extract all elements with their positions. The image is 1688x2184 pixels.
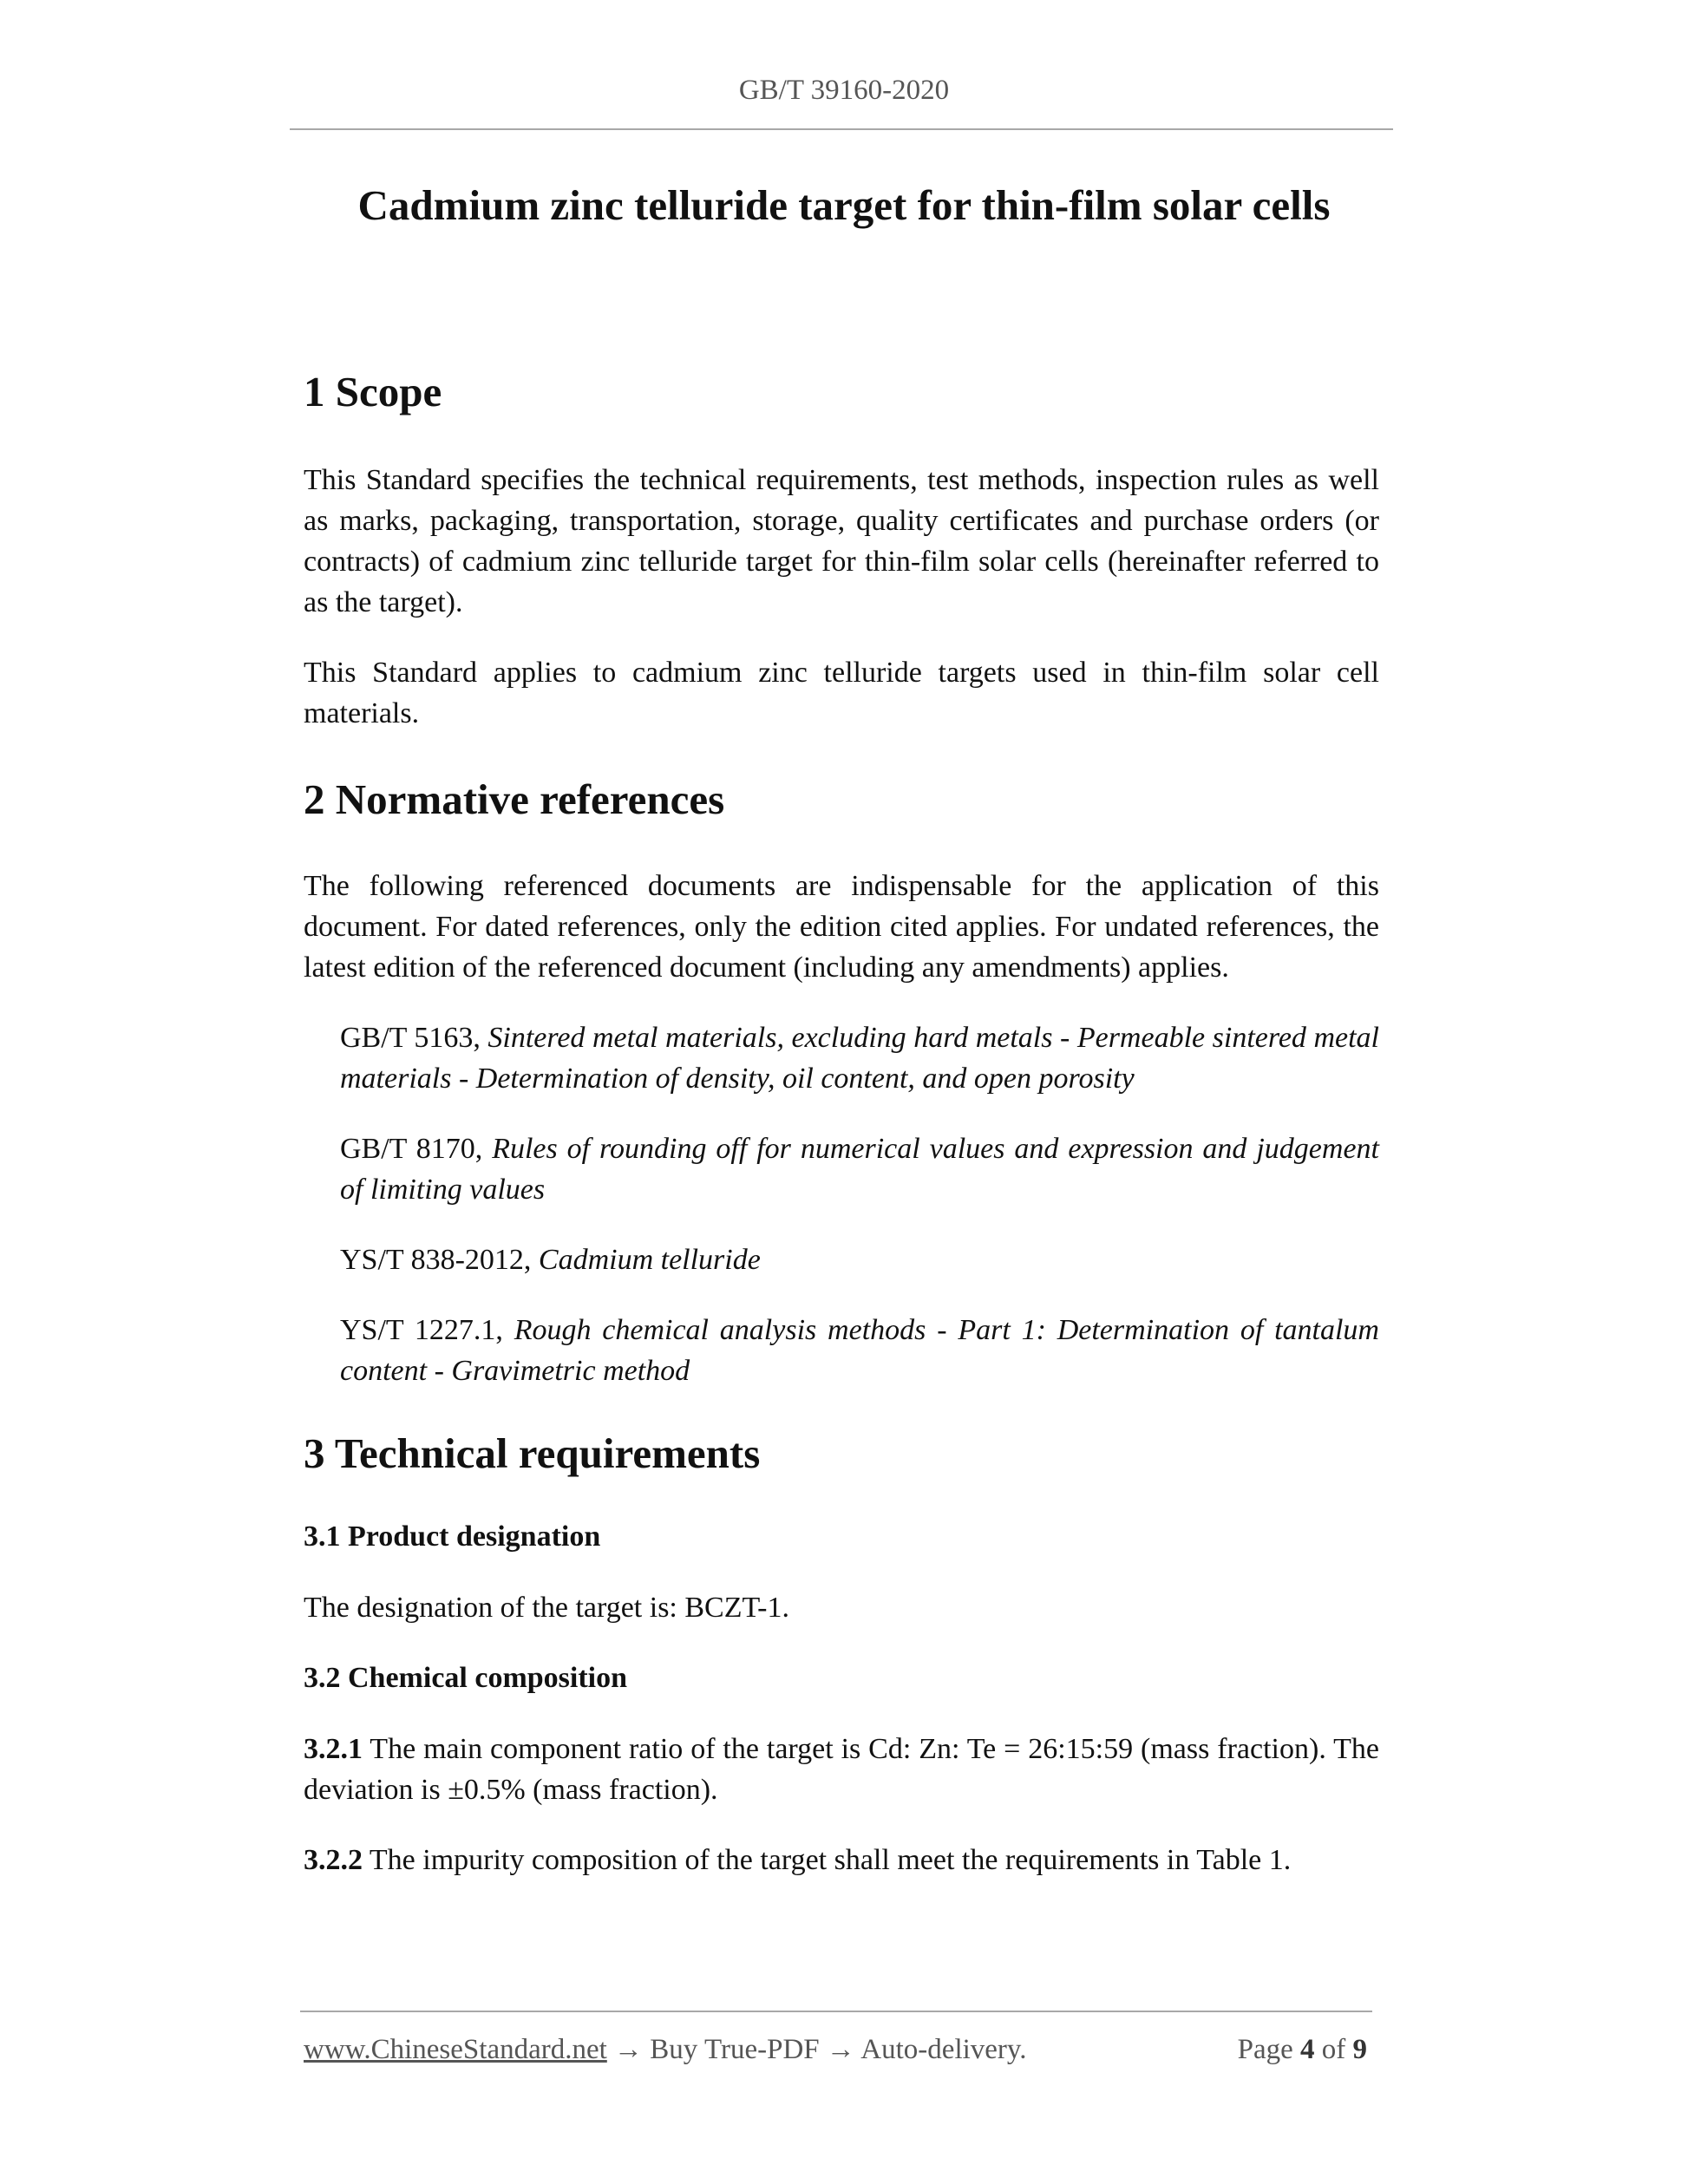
reference-code: YS/T 1227.1, — [340, 1314, 514, 1346]
footer-divider — [300, 2011, 1372, 2012]
header-divider — [290, 128, 1393, 130]
subsection-3-2-heading: 3.2 Chemical composition — [304, 1662, 628, 1694]
clause-number: 3.2.1 — [304, 1733, 363, 1765]
section-2-heading: 2 Normative references — [304, 775, 725, 823]
clause-3-2-1 — [304, 1729, 1379, 1810]
reference-item — [340, 1017, 1379, 1099]
clause-text: The main component ratio of the target is Cd: Zn: Te = 26:15:59 (mass fraction). The deviation is ±0.5% (mass fraction). — [304, 1733, 1379, 1806]
reference-title: Rough chemical analysis methods - Part 1: Determination of tantalum content - Gravimetric method — [340, 1314, 1379, 1387]
clause-number: 3.2.2 — [304, 1844, 363, 1876]
scope-paragraph-2: This Standard applies to cadmium zinc telluride targets used in thin-film solar cell materials. — [304, 657, 1379, 729]
designation-text: The designation of the target is: BCZT-1. — [304, 1592, 789, 1624]
document-body — [304, 364, 1379, 1880]
clause-3-2-2 — [304, 1840, 1379, 1880]
reference-title: Cadmium telluride — [538, 1244, 761, 1276]
reference-item — [340, 1239, 1379, 1280]
page-label: Page — [1237, 2034, 1300, 2065]
clause-text: The impurity composition of the target shall meet the requirements in Table 1. — [363, 1844, 1292, 1876]
reference-code: YS/T 838-2012, — [340, 1244, 539, 1276]
page-indicator — [1238, 2034, 1367, 2066]
page-total: 9 — [1352, 2034, 1367, 2065]
website-link[interactable]: www.ChineseStandard.net — [304, 2034, 607, 2065]
reference-code: GB/T 5163, — [340, 1022, 488, 1054]
reference-title: Sintered metal materials, excluding hard metals - Permeable sintered metal materials - Determination of density, oil content, and open porosity — [340, 1022, 1379, 1095]
section-3-heading: 3 Technical requirements — [304, 1429, 761, 1477]
reference-code: GB/T 8170, — [340, 1133, 493, 1165]
section-1-heading: 1 Scope — [304, 368, 442, 415]
page-number: 4 — [1300, 2034, 1315, 2065]
of-label: of — [1314, 2034, 1353, 2065]
reference-item — [340, 1128, 1379, 1210]
header-standard-code: GB/T 39160-2020 — [738, 75, 950, 106]
normative-intro: The following referenced documents are indispensable for the application of this document. For dated references, only the edition cited applies. For undated references, the latest edition of the referenced document (including any amendments) applies. — [304, 870, 1379, 984]
footer-promo-text: → Buy True-PDF → Auto-delivery. — [606, 2034, 1027, 2065]
reference-item — [340, 1310, 1379, 1391]
subsection-3-1-heading: 3.1 Product designation — [304, 1520, 601, 1553]
footer-promo — [304, 2034, 1027, 2066]
scope-paragraph-1: This Standard specifies the technical requirements, test methods, inspection rules as well as marks, packaging, transportation, storage, quality certificates and purchase orders (or contracts) of cadmium zinc telluride target for thin-film solar cells (hereinafter referred to as the target). — [304, 464, 1379, 618]
document-title: Cadmium zinc telluride target for thin-film solar cells — [357, 181, 1331, 229]
reference-title: Rules of rounding off for numerical values and expression and judgement of limiting values — [340, 1133, 1379, 1206]
